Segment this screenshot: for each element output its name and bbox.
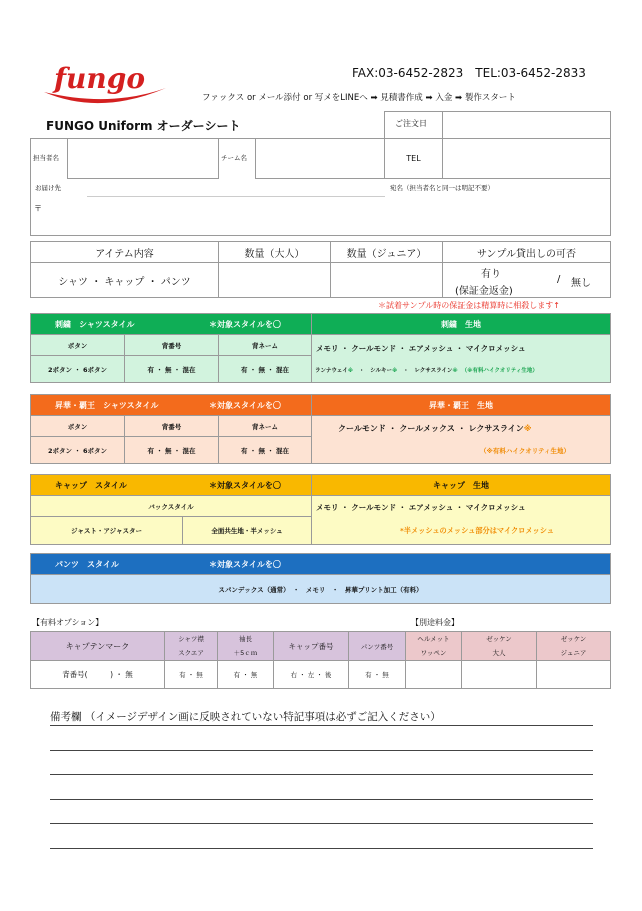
sleeve-length-choice[interactable]: 有 ・ 無 xyxy=(217,660,274,689)
fungo-logo-swoosh xyxy=(40,58,170,112)
cap-title: キャップ スタイル xyxy=(55,481,127,490)
sample-choice[interactable] xyxy=(442,262,611,298)
svg-text:fungo: fungo xyxy=(54,62,146,95)
embroidery-header xyxy=(30,313,312,335)
cap-number-header: キャップ番号 xyxy=(273,631,349,661)
cap-option-mesh[interactable]: 全面共生地・半メッシュ xyxy=(182,516,312,545)
arrow-right-icon: ➡ xyxy=(455,93,463,103)
cap-fabric-header: キャップ 生地 xyxy=(311,474,611,496)
sheet-title: FUNGO Uniform オーダーシート xyxy=(46,119,241,133)
sublimation-target-note: ＊対象スタイルを〇 xyxy=(209,401,281,410)
bib-adult-field[interactable] xyxy=(461,660,537,689)
person-field[interactable] xyxy=(67,138,219,179)
order-flow xyxy=(202,91,516,103)
pants-number-header: パンツ番号 xyxy=(348,631,406,661)
pants-title: パンツ スタイル xyxy=(55,560,119,569)
embroidery-fabric-choices[interactable] xyxy=(311,334,611,383)
sleeve-length-header: 袖長 ＋5ｃｍ xyxy=(217,631,274,661)
embroidery-button-choice[interactable]: 2ボタン ・ 6ボタン xyxy=(30,355,125,383)
team-field[interactable] xyxy=(255,138,385,179)
pants-options[interactable]: スパンデックス（通常） ・ メモリ ・ 昇華プリント加工（有料） xyxy=(30,574,611,604)
address-name-field[interactable] xyxy=(390,195,611,236)
helmet-patch-field[interactable] xyxy=(405,660,462,689)
sublimation-fabric-mark: ※ xyxy=(523,424,532,433)
captain-mark-choice[interactable]: 背番号( ) ・ 無 xyxy=(30,660,165,689)
qty-adult-field[interactable] xyxy=(218,262,331,298)
remarks-line[interactable] xyxy=(50,799,593,800)
bib-junior-field[interactable] xyxy=(536,660,611,689)
sample-yes-note: (保証金返金) xyxy=(455,286,513,297)
address-name-label: 宛名（担当者名と同一は明記不要） xyxy=(390,184,494,192)
sublimation-fabric-note: （※有料ハイクオリティ生地） xyxy=(480,447,571,455)
pants-target-note: ＊対象スタイルを〇 xyxy=(209,560,281,569)
flow-step-production: 製作スタート xyxy=(464,93,516,103)
embroidery-name-choice[interactable]: 有 ・ 無 ・ 混在 xyxy=(218,355,312,383)
order-date-field[interactable] xyxy=(442,111,611,139)
qty-junior-field[interactable] xyxy=(330,262,443,298)
cap-fabric-choices[interactable] xyxy=(311,495,611,545)
delivery-label: お届け先 xyxy=(35,184,61,192)
sublimation-fabric-header: 昇華・覇王 生地 xyxy=(311,394,611,416)
sample-separator: / xyxy=(557,274,561,285)
shirt-collar-choice[interactable]: 有 ・ 無 xyxy=(164,660,218,689)
remarks-line[interactable] xyxy=(50,774,593,775)
embroidery-title: 刺繍 シャツスタイル xyxy=(55,320,135,329)
deposit-note: ＊試着サンプル時の保証金は精算時に相殺します↑ xyxy=(378,301,560,310)
sublimation-number-choice[interactable]: 有 ・ 無 ・ 混在 xyxy=(124,436,219,464)
qty-adult-header: 数量（大人） xyxy=(218,241,331,263)
order-date-label: ご注文日 xyxy=(384,111,443,139)
team-label: チーム名 xyxy=(221,154,247,162)
cap-fabric-note: *半メッシュのメッシュ部分はマイクロメッシュ xyxy=(400,526,554,535)
embroidery-name-header: 背ネーム xyxy=(218,334,312,356)
postal-mark: 〒 xyxy=(34,204,42,213)
tel-field[interactable] xyxy=(442,138,611,179)
embroidery-button-header: ボタン xyxy=(30,334,125,356)
embroidery-number-choice[interactable]: 有 ・ 無 ・ 混在 xyxy=(124,355,219,383)
arrow-right-icon: ➡ xyxy=(425,93,433,103)
cap-back-style-header: バックスタイル xyxy=(30,495,312,517)
embroidery-fabric-line: メモリ ・ クールモンド ・ エアメッシュ ・ マイクロメッシュ xyxy=(316,344,526,353)
sublimation-number-header: 背番号 xyxy=(124,415,219,437)
sublimation-fabric-choices[interactable] xyxy=(311,415,611,464)
sublimation-title: 昇華・覇王 シャツスタイル xyxy=(55,401,159,410)
arrow-right-icon: ➡ xyxy=(370,93,378,103)
cap-fabric-line: メモリ ・ クールモンド ・ エアメッシュ ・ マイクロメッシュ xyxy=(316,503,526,512)
tel-label: TEL xyxy=(384,138,443,179)
cap-target-note: ＊対象スタイルを〇 xyxy=(209,481,281,490)
sublimation-button-choice[interactable]: 2ボタン ・ 6ボタン xyxy=(30,436,125,464)
sublimation-name-header: 背ネーム xyxy=(218,415,312,437)
remarks-line[interactable] xyxy=(50,750,593,751)
sublimation-name-choice[interactable]: 有 ・ 無 ・ 混在 xyxy=(218,436,312,464)
item-header: アイテム内容 xyxy=(30,241,219,263)
bib-junior-header: ゼッケン ジュニア xyxy=(536,631,611,661)
brand-logo xyxy=(40,58,170,112)
embroidery-fabric-sub: ランナウェイ※ ・ シルキー※ ・ レクサスライン※ （※有料ハイクオリティ生地） xyxy=(315,368,538,374)
delivery-field[interactable] xyxy=(87,179,385,197)
cap-header xyxy=(30,474,312,496)
fax-tel: FAX:03-6452-2823 TEL:03-6452-2833 xyxy=(352,66,586,80)
bib-adult-header: ゼッケン 大人 xyxy=(461,631,537,661)
pants-header xyxy=(30,553,611,575)
embroidery-number-header: 背番号 xyxy=(124,334,219,356)
shirt-collar-header: シャツ襟 スクエア xyxy=(164,631,218,661)
qty-junior-header: 数量（ジュニア） xyxy=(330,241,443,263)
extra-charge-label: 【別途料金】 xyxy=(411,618,459,627)
sample-header: サンプル貸出しの可否 xyxy=(442,241,611,263)
item-options[interactable]: シャツ ・ キャップ ・ パンツ xyxy=(30,262,219,298)
remarks-line[interactable] xyxy=(50,848,593,849)
flow-step-payment: 入金 xyxy=(435,93,453,103)
remarks-line[interactable] xyxy=(50,823,593,824)
flow-step-send: ファックス or メール添付 or 写メをLINEへ xyxy=(202,93,368,103)
pants-number-choice[interactable]: 有 ・ 無 xyxy=(348,660,406,689)
captain-mark-header: キャプテンマーク xyxy=(30,631,165,661)
remarks-line[interactable] xyxy=(50,725,593,726)
paid-options-label: 【有料オプション】 xyxy=(32,618,104,627)
cap-number-choice[interactable]: 右 ・ 左 ・ 後 xyxy=(273,660,349,689)
helmet-patch-header: ヘルメット ワッペン xyxy=(405,631,462,661)
embroidery-fabric-header: 刺繍 生地 xyxy=(311,313,611,335)
cap-option-just-adjuster[interactable]: ジャスト・アジャスター xyxy=(30,516,183,545)
sublimation-button-header: ボタン xyxy=(30,415,125,437)
sample-yes[interactable]: 有り xyxy=(481,269,501,280)
embroidery-target-note: ＊対象スタイルを〇 xyxy=(209,320,281,329)
sublimation-fabric-line: クールモンド ・ クールメックス ・ レクサスライン※ xyxy=(338,424,532,433)
flow-step-estimate: 見積書作成 xyxy=(380,93,423,103)
remarks-label: 備考欄 （イメージデザイン画に反映されていない特記事項は必ずご記入ください） xyxy=(50,711,441,723)
sample-no[interactable]: 無し xyxy=(571,278,591,289)
sublimation-header xyxy=(30,394,312,416)
person-label: 担当者名 xyxy=(33,154,59,162)
